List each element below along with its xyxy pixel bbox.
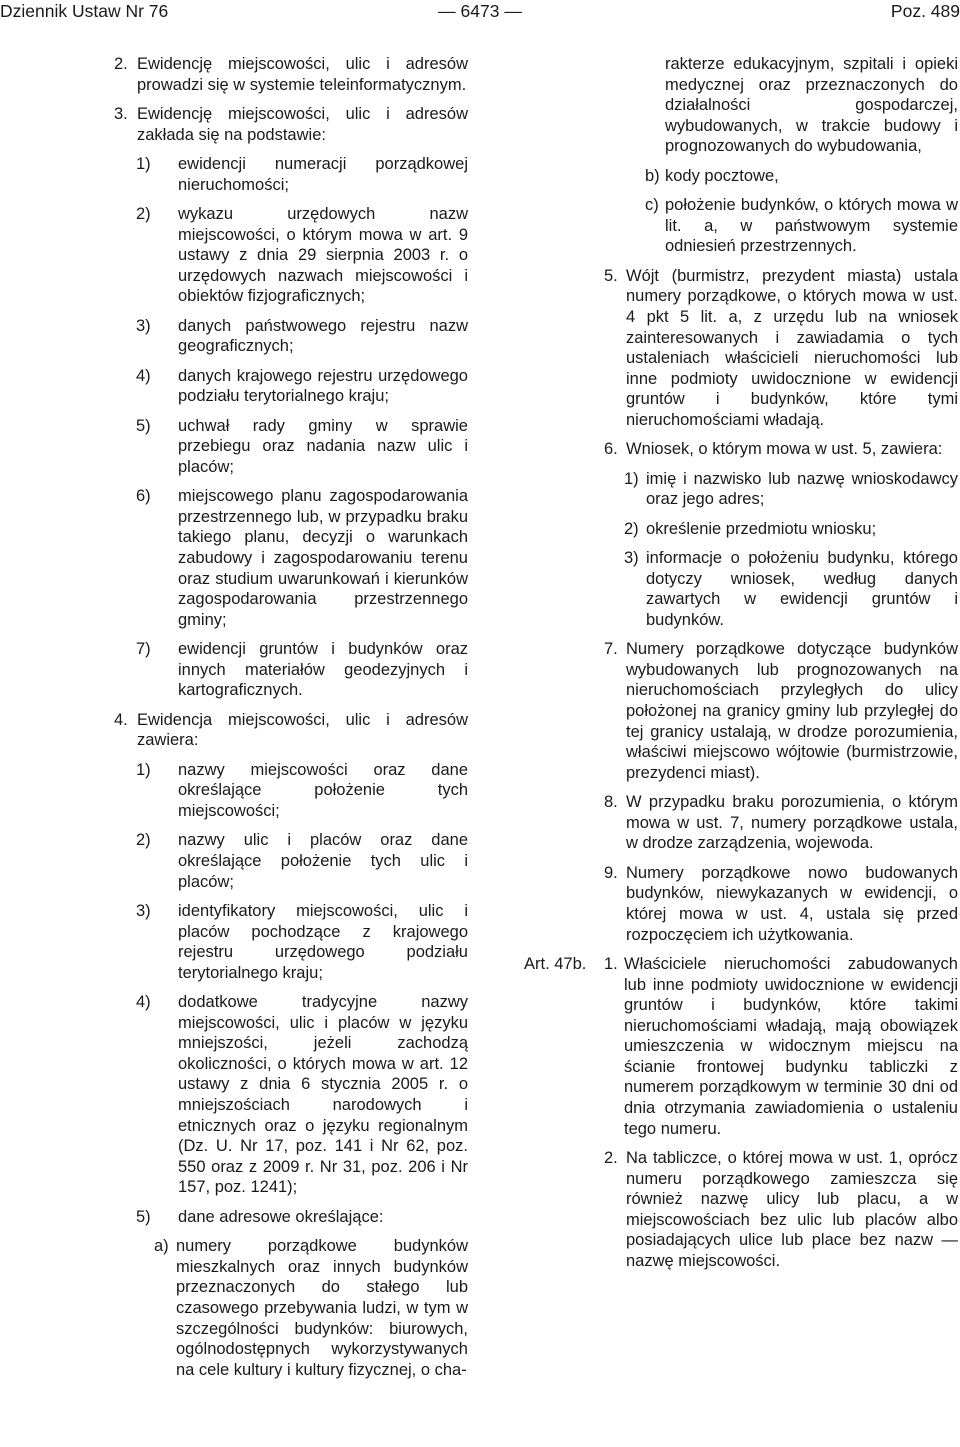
item-number: 4)	[136, 993, 151, 1012]
item-text: informacje o położeniu budynku, którego dotyczy wniosek, według danych zawartych w ewidencji gruntów i budynków.	[646, 549, 958, 629]
list-item	[136, 416, 468, 478]
paragraph-9	[604, 863, 958, 945]
item-text: ewidencji numeracji porządkowej nieruchomości;	[178, 154, 468, 194]
paragraph-text: Na tabliczce, o której mowa w ust. 1, oprócz numeru porządkowego zamieszcza się również nazwę ulicy lub placu, a w miejscowościach bez ulic lub placów albo posiadających ulice lub place bez nazw — nazwę miejscowości.	[626, 1149, 958, 1271]
sub-item-text: kody pocztowe,	[665, 166, 779, 185]
item-5-sublist	[154, 1236, 468, 1380]
list-item	[136, 760, 468, 822]
sub-item	[154, 1236, 468, 1380]
paragraph-8	[604, 792, 958, 854]
paragraph-number: 4.	[114, 710, 128, 729]
paragraph-text: Numery porządkowe dotyczące budynków wybudowanych lub prognozowanych na nieruchomościach przyległych do ulicy położonej na granicy gminy lub przyległej do tej granicy ustalają, w drodze porozumienia, właściwi miejscowo wójtowie (burmistrzowie, prezydenci miast).	[626, 640, 958, 782]
left-column	[114, 54, 468, 1389]
sub-item-text: położenie budynków, o których mowa w lit. a, w państwowym systemie odniesień przestrzennych.	[665, 196, 958, 256]
item-number: 1)	[624, 469, 639, 488]
journal-title: Dziennik Ustaw Nr 76	[0, 1, 169, 21]
article-47b	[524, 954, 958, 1139]
paragraph-3	[114, 104, 468, 145]
sub-item-text: rakterze edukacyjnym, szpitali i opieki medycznej oraz przeznaczonych do działalności gospodarczej, wybudowanych, w trakcie budowy i prognozowanych do wybudowania,	[665, 55, 958, 156]
item-text: dane adresowe określające:	[178, 1207, 384, 1226]
item-text: dodatkowe tradycyjne nazwy miejscowości, ulic i placów w języku mniejszości, jeżeli zachodzą okoliczności, o których mowa w art. 12 ustawy z dnia 6 stycznia 2005 r. o mniejszościach narodowych i etnicznych oraz o języku regionalnym (Dz. U. Nr 17, poz. 141 i Nr 62, poz. 550 oraz z 2009 r. Nr 31, poz. 206 i Nr 157, poz. 1241);	[178, 993, 468, 1197]
sub-item-letter: b)	[645, 166, 660, 185]
list-item	[136, 901, 468, 983]
list-item	[624, 519, 958, 540]
list-item	[136, 366, 468, 407]
paragraph-text: W przypadku braku porozumienia, o którym mowa w ust. 7, numery porządkowe ustala, w drodze zarządzenia, wojewoda.	[626, 793, 958, 853]
item-text: miejscowego planu zagospodarowania przestrzennego lub, w przypadku braku takiego planu, decyzji o warunkach zabudowy i zagospodarowaniu terenu oraz studium uwarunkowań i kierunków zagospodarowania przestrzennego gminy;	[178, 487, 468, 629]
sub-item-letter: a)	[154, 1237, 169, 1256]
paragraph-number: 9.	[604, 863, 618, 882]
right-column	[524, 54, 958, 1280]
item-number: 5)	[136, 416, 151, 435]
paragraph-number: 2.	[604, 1149, 618, 1168]
paragraph-number: 6.	[604, 440, 618, 459]
page-number: — 6473 —	[438, 1, 522, 21]
item-number: 6)	[136, 487, 151, 506]
item-number: 3)	[136, 316, 151, 335]
item-text: imię i nazwisko lub nazwę wnioskodawcy oraz jego adres;	[646, 469, 958, 509]
item-number: 3)	[136, 901, 151, 920]
list-item	[136, 639, 468, 701]
item-number: 1)	[136, 760, 151, 779]
paragraph-6	[604, 439, 958, 460]
item-text: nazwy ulic i placów oraz dane określające położenie tych ulic i placów;	[178, 831, 468, 891]
list-item	[136, 154, 468, 195]
sub-item	[645, 166, 958, 187]
paragraph-text: Wójt (burmistrz, prezydent miasta) ustala numery porządkowe, o których mowa w ust. 4 pkt 5 lit. a, z urzędu lub na wniosek zainteresowanych i zawiadamia o tych ustaleniach właścicieli nieruchomości lub inne podmioty uwidocznione w ewidencji gruntów i budynków, które tymi nieruchomościami władają.	[626, 266, 958, 429]
paragraph-text: Wniosek, o którym mowa w ust. 5, zawiera:	[626, 440, 943, 459]
list-item	[136, 204, 468, 307]
article-paragraph-2	[604, 1148, 958, 1272]
list-item	[624, 469, 958, 510]
paragraph-number: 2.	[114, 55, 128, 73]
paragraph-3-list	[136, 154, 468, 701]
item-number: 4)	[136, 366, 151, 385]
sub-item-letter: c)	[645, 196, 659, 215]
item-text: nazwy miejscowości oraz dane określające położenie tych miejscowości;	[178, 760, 468, 820]
item-number: 2)	[136, 204, 151, 223]
item-text: danych państwowego rejestru nazw geograficznych;	[178, 316, 468, 356]
item-number: 1)	[136, 154, 151, 173]
sub-item-text: numery porządkowe budynków mieszkalnych oraz innych budynków przeznaczonych do stałego lub czasowego przebywania ludzi, w tym w szczególności budynków: biurowych, ogólnodostępnych wykorzystywanych na cele kultury i kultury fizycznej, o cha-	[176, 1237, 468, 1379]
paragraph-text: Ewidencję miejscowości, ulic i adresów zakłada się na podstawie:	[137, 104, 468, 144]
sub-item	[645, 195, 958, 257]
paragraph-number: 7.	[604, 640, 618, 659]
list-item	[136, 316, 468, 357]
item-5-sublist-continued	[645, 54, 958, 257]
list-item	[136, 1207, 468, 1228]
paragraph-2	[114, 54, 468, 95]
numbered-paragraphs	[604, 266, 958, 460]
paragraph-number: 3.	[114, 104, 128, 123]
list-item	[136, 992, 468, 1198]
paragraph-text: Numery porządkowe nowo budowanych budynków, niewykazanych w ewidencji, o której mowa w ust. 4, ustala się przed rozpoczęciem ich użytkowania.	[626, 863, 958, 944]
paragraph-4	[114, 710, 468, 751]
item-number: 3)	[624, 549, 639, 568]
paragraph-number: 8.	[604, 793, 618, 812]
list-item	[624, 548, 958, 630]
list-item	[136, 486, 468, 630]
item-number: 7)	[136, 640, 151, 659]
sub-item-continuation	[645, 54, 958, 157]
paragraph-text: Ewidencja miejscowości, ulic i adresów zawiera:	[137, 710, 468, 750]
paragraph-5	[604, 266, 958, 431]
paragraph-text: Właściciele nieruchomości zabudowanych lub inne podmioty uwidocznione w ewidencji gruntów i budynków, które takimi nieruchomościami władają, mają obowiązek umieszczenia w widocznym miejscu na ścianie frontowej budynku tabliczki z numerem porządkowym w terminie 30 dni od dnia otrzymania zawiadomienia o ustaleniu tego numeru.	[624, 954, 958, 1138]
article-47b-paragraphs	[604, 1148, 958, 1272]
item-text: danych krajowego rejestru urzędowego podziału terytorialnego kraju;	[178, 366, 468, 406]
item-text: wykazu urzędowych nazw miejscowości, o którym mowa w art. 9 ustawy z dnia 29 sierpnia 2003 r. o urzędowych nazwach miejscowości i obiektów fizjograficznych;	[178, 204, 468, 306]
paragraph-6-list	[624, 469, 958, 631]
position-number: Poz. 489	[890, 1, 960, 21]
paragraph-4-list	[136, 760, 468, 1228]
item-text: uchwał rady gminy w sprawie przebiegu oraz nadania nazw ulic i placów;	[178, 416, 468, 476]
list-item	[136, 830, 468, 892]
item-number: 2)	[136, 831, 151, 850]
page-header	[0, 0, 960, 22]
paragraph-text: Ewidencję miejscowości, ulic i adresów prowadzi się w systemie teleinformatycznym.	[137, 55, 468, 94]
item-text: identyfikatory miejscowości, ulic i placów pochodzące z krajowego rejestru urzędowego podziału terytorialnego kraju;	[178, 901, 468, 982]
item-number: 2)	[624, 519, 639, 538]
paragraph-7	[604, 639, 958, 783]
article-label: Art. 47b.	[524, 954, 587, 973]
item-text: określenie przedmiotu wniosku;	[646, 519, 877, 538]
spacer	[645, 54, 665, 157]
item-number: 5)	[136, 1207, 151, 1226]
paragraph-number: 1.	[604, 954, 618, 973]
numbered-paragraphs-2	[604, 639, 958, 945]
paragraph-number: 5.	[604, 266, 618, 285]
item-text: ewidencji gruntów i budynków oraz innych materiałów geodezyjnych i kartograficznych.	[178, 640, 468, 700]
